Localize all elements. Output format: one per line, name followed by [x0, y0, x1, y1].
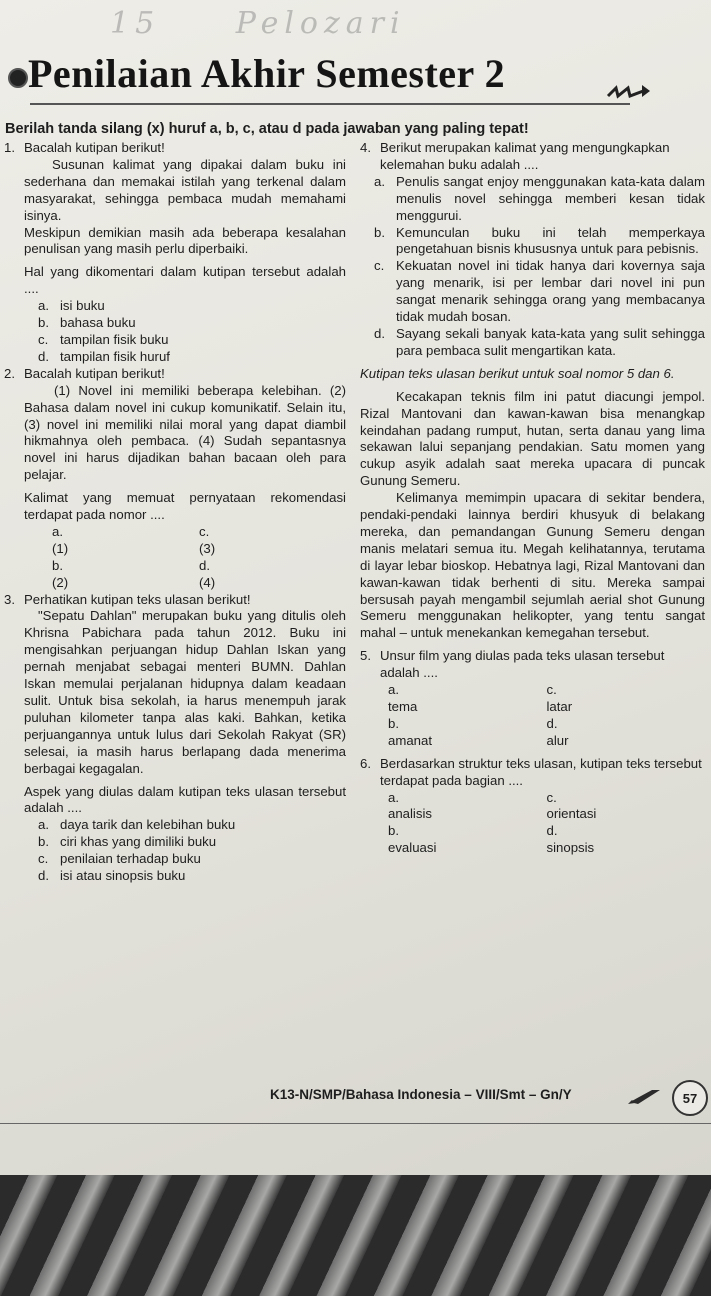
option-b[interactable]: b. Kemunculan buku ini telah memperkaya pengetahuan bisnis khususnya untuk para pebisnis.: [374, 224, 705, 257]
question-text: Hal yang dikomentari dalam kutipan tersebut adalah ....: [24, 264, 346, 297]
option-b[interactable]: b. bahasa buku: [38, 315, 136, 331]
question-text: Berikut merupakan kalimat yang mengungkapkan kelemahan buku adalah ....: [380, 140, 670, 172]
handwritten-note: [110, 6, 590, 52]
passage: Meskipun demikian masih ada beberapa kesalahan penulisan yang masih perlu diperbaiki.: [24, 224, 346, 257]
left-column: [4, 140, 346, 885]
question-prompt: Perhatikan kutipan teks ulasan berikut!: [24, 591, 251, 607]
option-d[interactable]: d. tampilan fisik huruf: [38, 348, 170, 364]
option-c[interactable]: c. tampilan fisik buku: [38, 331, 169, 347]
option-d[interactable]: d. alur: [546, 715, 569, 748]
question-6: [360, 756, 705, 857]
question-text: Unsur film yang diulas pada teks ulasan tersebut adalah ....: [380, 648, 665, 681]
option-b[interactable]: b. ciri khas yang dimiliki buku: [38, 834, 217, 850]
option-c[interactable]: c. Kekuatan novel ini tidak hanya dari kovernya saja yang menarik, isi per lembar dari novel ini pun sangat menarik sehingga orang yang membacanya tidak mudah bosan.: [374, 258, 705, 325]
passage: "Sepatu Dahlan" merupakan buku yang ditulis oleh Khrisna Pabichara pada tahun 2012. Buku ini mengisahkan perjuangan hidup Dahlan Iskan yang pernah menjabat sebagai menteri BUMN. Dahlan Iskan memulai perjalanan hidupnya dalam keadaan sulit. Untuk bisa sekolah, ia harus menempuh jarak puluhan kilometer tanpa alas kaki. Bahkan, ketika perjuangannya untuk lulus dari Sekolah Rakyat (SR) selesai, ia masih harus berlapang dada menerima berbagai kegagalan.: [24, 608, 346, 776]
option-c[interactable]: c. orientasi: [546, 789, 597, 822]
option-b[interactable]: b. (2): [52, 557, 69, 590]
pencil-icon: [626, 1088, 668, 1106]
question-number: 5.: [360, 648, 371, 664]
option-a[interactable]: a. analisis: [388, 789, 432, 822]
passage: Susunan kalimat yang dipakai dalam buku ini sederhana dan memakai istilah yang terkenal dalam masyarakat, sehingga pembaca mudah memahami isinya.: [24, 156, 346, 223]
question-number: 3.: [4, 591, 15, 607]
question-prompt: Bacalah kutipan berikut!: [24, 365, 165, 381]
option-d[interactable]: d. sinopsis: [546, 823, 595, 856]
question-number: 1.: [4, 140, 15, 155]
question-prompt: Bacalah kutipan berikut!: [24, 140, 165, 155]
title-bullet-icon: [8, 68, 28, 88]
option-a[interactable]: a. (1): [52, 523, 69, 556]
question-number: 4.: [360, 140, 371, 155]
option-a[interactable]: a. daya tarik dan kelebihan buku: [38, 817, 236, 833]
instruction: Berilah tanda silang (x) huruf a, b, c, atau d pada jawaban yang paling tepat!: [5, 121, 529, 137]
question-2: [4, 366, 346, 592]
question-4: [360, 140, 705, 360]
title-underline: [30, 103, 630, 105]
page-title: Penilaian Akhir Semester 2: [28, 51, 506, 96]
option-c[interactable]: c. (3): [199, 523, 216, 556]
question-number: 6.: [360, 755, 371, 771]
option-b[interactable]: b. evaluasi: [388, 823, 437, 856]
question-3: [4, 592, 346, 885]
question-text: Aspek yang diulas dalam kutipan teks ulasan tersebut adalah ....: [24, 783, 346, 816]
page-number: 57: [672, 1080, 708, 1116]
option-c[interactable]: c. latar: [546, 682, 573, 714]
question-text: Kalimat yang memuat pernyataan rekomendasi terdapat pada nomor ....: [24, 490, 346, 523]
handwritten-number: 15: [110, 6, 161, 41]
option-d[interactable]: d. isi atau sinopsis buku: [38, 868, 186, 884]
question-text: Berdasarkan struktur teks ulasan, kutipan teks tersebut terdapat pada bagian ....: [380, 755, 702, 788]
option-a[interactable]: a. Penulis sangat enjoy menggunakan kata-kata dalam menulis novel sehingga memberi kesan tidak menggurui.: [374, 173, 705, 223]
footer-code: K13-N/SMP/Bahasa Indonesia – VIII/Smt – Gn/Y: [270, 1087, 572, 1102]
option-d[interactable]: d. Sayang sekali banyak kata-kata yang sulit sehingga para pembaca sulit mengartikan kata.: [374, 325, 705, 358]
handwritten-name: Pelozari: [235, 6, 406, 41]
option-b[interactable]: b. amanat: [388, 715, 432, 748]
option-c[interactable]: c. penilaian terhadap buku: [38, 851, 201, 867]
option-d[interactable]: d. (4): [199, 557, 216, 590]
question-number: 2.: [4, 365, 15, 381]
passage-intro: Kutipan teks ulasan berikut untuk soal nomor 5 dan 6.: [360, 365, 675, 381]
question-5: [360, 648, 705, 749]
passage: Kecakapan teknis film ini patut diacungi jempol. Rizal Mantovani dan kawan-kawan bisa menangkap keindahan padang rumput, hutan, serta danau yang lima sekawan lalui sepanjang pendakian. Satu momen yang cukup asyik adalah saat mereka upacara di puncak Gunung Semeru.: [360, 388, 705, 489]
option-a[interactable]: a. tema: [388, 682, 418, 714]
passage: (1) Novel ini memiliki beberapa kelebihan. (2) Bahasa dalam novel ini cukup komunikatif. Selain itu, (3) novel ini memiliki nilai moral yang dapat diambil hikmahnya oleh pembaca. (4) Sudah sepantasnya novel ini harus dijadikan bahan bacaan oleh para pelajar.: [24, 382, 346, 483]
option-a[interactable]: a. isi buku: [38, 298, 105, 314]
background-surface: [0, 1175, 711, 1296]
passage: Kelimanya memimpin upacara di sekitar bendera, pendaki-pendaki lainnya berdiri khusyuk di belakang mereka, dan pemandangan Gunung Semeru dengan manis melatari semua itu. Megah kelihatannya, terutama di layar lebar bioskop. Hebatnya lagi, Rizal Mantovani dan kawan-kawan tidak berhenti di situ. Mereka sampai bersusah payah mengambil sejumlah aerial shot Gunung Semeru menggunakan helikopter, yang tentu sangat mahal – untuk menekankan kemegahan tersebut.: [360, 490, 705, 641]
arrow-icon: [606, 82, 654, 104]
right-column: [360, 140, 705, 857]
footer-divider: [0, 1123, 711, 1124]
question-1: [4, 140, 346, 366]
